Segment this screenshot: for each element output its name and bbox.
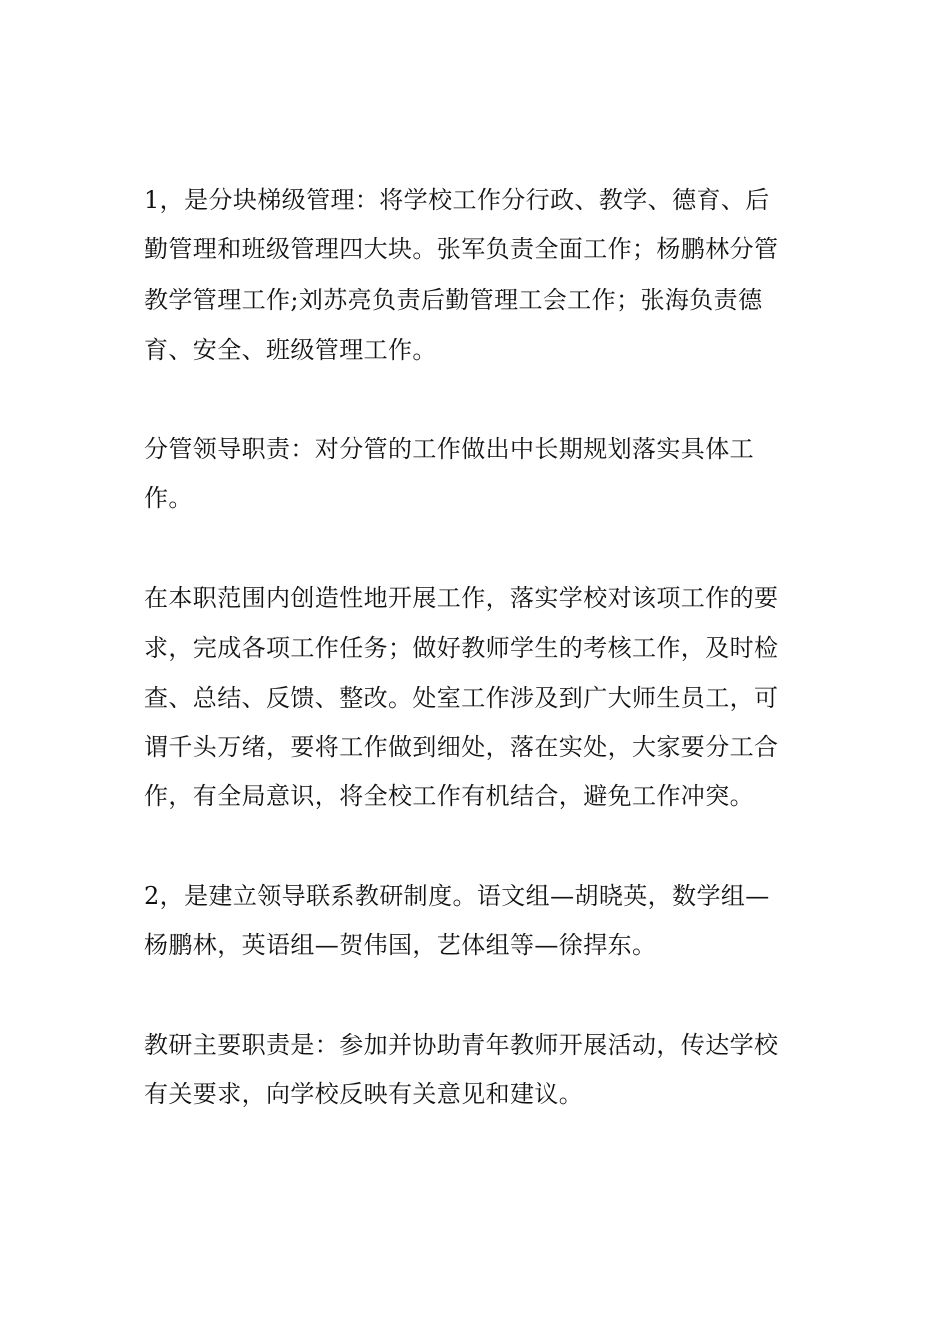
paragraph-line: 在本职范围内创造性地开展工作，落实学校对该项工作的要 <box>144 584 779 612</box>
paragraph-line: 作，有全局意识，将全校工作有机结合，避免工作冲突。 <box>144 782 754 810</box>
paragraph-line: 育、安全、班级管理工作。 <box>144 336 437 364</box>
paragraph-line: 作。 <box>144 484 193 512</box>
paragraph-line: 教学管理工作;刘苏亮负责后勤管理工会工作；张海负责德 <box>144 286 763 314</box>
paragraph-line: 杨鹏林，英语组—贺伟国，艺体组等—徐捍东。 <box>144 931 657 959</box>
paragraph-line: 2，是建立领导联系教研制度。语文组—胡晓英，数学组— <box>144 882 770 910</box>
paragraph-line: 教研主要职责是：参加并协助青年教师开展活动，传达学校 <box>144 1031 779 1059</box>
paragraph-line: 求，完成各项工作任务；做好教师学生的考核工作，及时检 <box>144 634 779 662</box>
paragraph-line: 勤管理和班级管理四大块。张军负责全面工作；杨鹏林分管 <box>144 235 779 263</box>
paragraph-line: 1，是分块梯级管理：将学校工作分行政、教学、德育、后 <box>144 186 770 214</box>
paragraph-line: 有关要求，向学校反映有关意见和建议。 <box>144 1080 584 1108</box>
paragraph-line: 查、总结、反馈、整改。处室工作涉及到广大师生员工，可 <box>144 684 779 712</box>
paragraph-line: 分管领导职责：对分管的工作做出中长期规划落实具体工 <box>144 435 754 463</box>
paragraph-line: 谓千头万绪，要将工作做到细处，落在实处，大家要分工合 <box>144 733 779 761</box>
